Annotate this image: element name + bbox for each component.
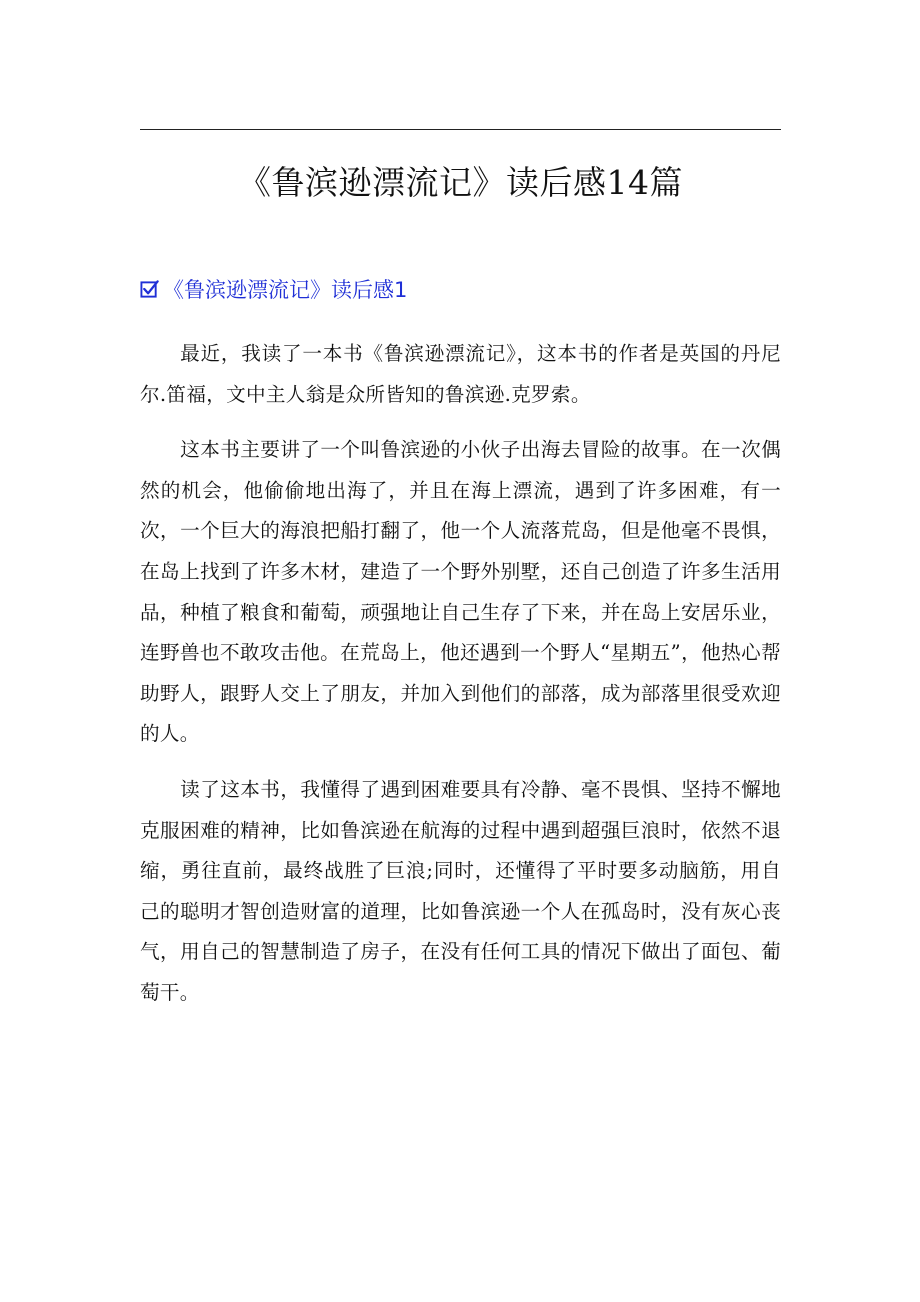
article-body: [140, 334, 781, 1029]
header-rule: [140, 129, 781, 130]
section-heading: [140, 272, 781, 306]
paragraph-1: 最近，我读了一本书《鲁滨逊漂流记》，这本书的作者是英国的丹尼尔.笛福，文中主人翁是众所皆知的鲁滨逊.克罗索。: [140, 342, 781, 406]
paragraph-3: 读了这本书，我懂得了遇到困难要具有冷静、毫不畏惧、坚持不懈地克服困难的精神，比如鲁滨逊在航海的过程中遇到超强巨浪时，依然不退缩，勇往直前，最终战胜了巨浪;同时，还懂得了平时要多动脑筋，用自己的聪明才智创造财富的道理，比如鲁滨逊一个人在孤岛时，没有灰心丧气，用自己的智慧制造了房子，在没有任何工具的情况下做出了面包、葡萄干。: [140, 777, 781, 1004]
document-title: 《鲁滨逊漂流记》读后感14篇: [238, 163, 683, 202]
section-heading-text: 《鲁滨逊漂流记》读后感1: [163, 278, 408, 302]
checkbox-icon: [140, 280, 159, 299]
paragraph-2: 这本书主要讲了一个叫鲁滨逊的小伙子出海去冒险的故事。在一次偶然的机会，他偷偷地出海了，并且在海上漂流，遇到了许多困难，有一次，一个巨大的海浪把船打翻了，他一个人流落荒岛，但是他毫不畏惧，在岛上找到了许多木材，建造了一个野外别墅，还自己创造了许多生活用品，种植了粮食和葡萄，顽强地让自己生存了下来，并在岛上安居乐业，连野兽也不敢攻击他。在荒岛上，他还遇到一个野人“星期五”，他热心帮助野人，跟野人交上了朋友，并加入到他们的部落，成为部落里很受欢迎的人。: [140, 438, 781, 746]
